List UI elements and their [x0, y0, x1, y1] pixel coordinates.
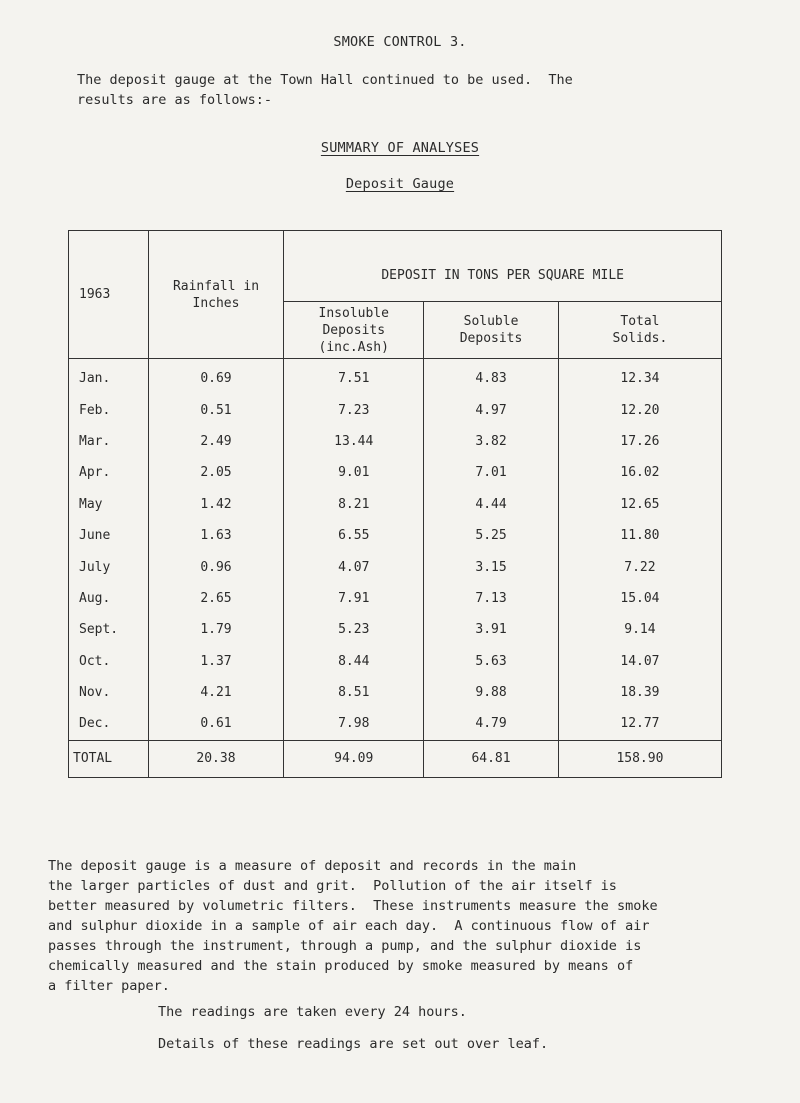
insoluble-cell: 8.51: [284, 677, 424, 708]
soluble-cell: 4.83: [424, 359, 559, 395]
table-row: [69, 551, 722, 582]
details-paragraph: Details of these readings are set out over leaf.: [158, 1036, 549, 1052]
insoluble-cell: 6.55: [284, 520, 424, 551]
insoluble-cell: 8.44: [284, 646, 424, 677]
rainfall-cell: 0.96: [148, 551, 284, 582]
total-cell: 12.65: [558, 489, 721, 520]
rainfall-cell: 1.37: [148, 646, 284, 677]
month-cell: Aug.: [69, 583, 149, 614]
table-row: [69, 646, 722, 677]
summary-heading: SUMMARY OF ANALYSES: [320, 140, 480, 156]
soluble-cell: 3.15: [424, 551, 559, 582]
total-row: [69, 740, 722, 777]
month-cell: Sept.: [69, 614, 149, 645]
rainfall-cell: 4.21: [148, 677, 284, 708]
total-cell: 16.02: [558, 457, 721, 488]
soluble-cell: 5.25: [424, 520, 559, 551]
month-cell: Oct.: [69, 646, 149, 677]
month-cell: Jan.: [69, 359, 149, 395]
rainfall-cell: 1.42: [148, 489, 284, 520]
rainfall-cell: 2.65: [148, 583, 284, 614]
total-cell: 15.04: [558, 583, 721, 614]
deposit-group-header: DEPOSIT IN TONS PER SQUARE MILE: [284, 231, 722, 302]
soluble-cell: 4.44: [424, 489, 559, 520]
total-cell: 12.20: [558, 394, 721, 425]
insoluble-cell: 13.44: [284, 426, 424, 457]
table-row: [69, 489, 722, 520]
total-cell: 17.26: [558, 426, 721, 457]
soluble-cell: 3.82: [424, 426, 559, 457]
deposit-gauge-subheading: Deposit Gauge: [345, 176, 455, 192]
rainfall-cell: 0.51: [148, 394, 284, 425]
table-row: [69, 457, 722, 488]
insoluble-header: Insoluble Deposits (inc.Ash): [284, 302, 424, 359]
summary-heading-wrap: [0, 140, 800, 156]
insoluble-cell: 4.07: [284, 551, 424, 582]
insoluble-cell: 7.23: [284, 394, 424, 425]
month-cell: May: [69, 489, 149, 520]
insoluble-cell: 7.91: [284, 583, 424, 614]
month-cell: Mar.: [69, 426, 149, 457]
insoluble-cell: 7.98: [284, 708, 424, 740]
insoluble-cell: 9.01: [284, 457, 424, 488]
rainfall-cell: 1.79: [148, 614, 284, 645]
rainfall-cell: 0.61: [148, 708, 284, 740]
month-cell: Nov.: [69, 677, 149, 708]
rainfall-cell: 2.49: [148, 426, 284, 457]
table-row: [69, 614, 722, 645]
table-row: [69, 677, 722, 708]
total-cell: 9.14: [558, 614, 721, 645]
total-label-cell: TOTAL: [69, 740, 149, 777]
soluble-cell: 4.79: [424, 708, 559, 740]
section-heading: SMOKE CONTROL 3.: [333, 34, 467, 50]
explanation-paragraph: The deposit gauge is a measure of deposit and records in the main the larger particles of dust and grit. Pollution of the air itself is better measured by volumetric filters. These instruments measure the smoke and sulphur dioxide in a sample of air each day. A continuous flow of air passes through the instrument, through a pump, and the sulphur dioxide is chemically measured and the stain produced by smoke measured by means of a filter paper.: [48, 858, 658, 994]
rainfall-cell: 0.69: [148, 359, 284, 395]
rainfall-cell: 1.63: [148, 520, 284, 551]
year-header: 1963: [69, 231, 149, 359]
soluble-cell: 5.63: [424, 646, 559, 677]
table-row: [69, 359, 722, 395]
total-cell: 18.39: [558, 677, 721, 708]
month-cell: Feb.: [69, 394, 149, 425]
deposit-table: [68, 230, 722, 778]
total-insoluble-cell: 94.09: [284, 740, 424, 777]
soluble-cell: 9.88: [424, 677, 559, 708]
total-solids-cell: 158.90: [558, 740, 721, 777]
total-cell: 14.07: [558, 646, 721, 677]
insoluble-cell: 5.23: [284, 614, 424, 645]
intro-paragraph: The deposit gauge at the Town Hall continued to be used. The results are as follows:-: [77, 72, 573, 108]
soluble-cell: 4.97: [424, 394, 559, 425]
total-cell: 11.80: [558, 520, 721, 551]
soluble-header: Soluble Deposits: [424, 302, 559, 359]
total-rainfall-cell: 20.38: [148, 740, 284, 777]
insoluble-cell: 8.21: [284, 489, 424, 520]
table-row: [69, 708, 722, 740]
soluble-cell: 7.13: [424, 583, 559, 614]
month-cell: Dec.: [69, 708, 149, 740]
total-cell: 7.22: [558, 551, 721, 582]
table-row: [69, 583, 722, 614]
table-row: [69, 426, 722, 457]
soluble-cell: 3.91: [424, 614, 559, 645]
month-cell: July: [69, 551, 149, 582]
rainfall-header: Rainfall in Inches: [148, 231, 284, 359]
rainfall-cell: 2.05: [148, 457, 284, 488]
month-cell: Apr.: [69, 457, 149, 488]
readings-paragraph: The readings are taken every 24 hours.: [158, 1004, 467, 1020]
subheading-wrap: [0, 176, 800, 192]
insoluble-cell: 7.51: [284, 359, 424, 395]
total-header: Total Solids.: [558, 302, 721, 359]
total-soluble-cell: 64.81: [424, 740, 559, 777]
table-row: [69, 394, 722, 425]
soluble-cell: 7.01: [424, 457, 559, 488]
table-row: [69, 520, 722, 551]
table-header-row: [69, 231, 722, 302]
total-cell: 12.77: [558, 708, 721, 740]
month-cell: June: [69, 520, 149, 551]
total-cell: 12.34: [558, 359, 721, 395]
